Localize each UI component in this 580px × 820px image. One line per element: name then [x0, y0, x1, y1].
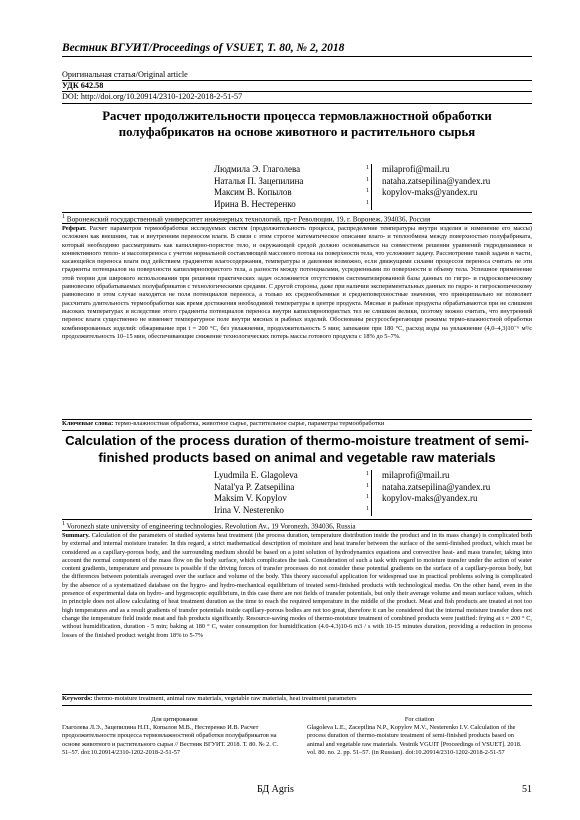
author-name: Lyudmila E. Glagoleva 1: [212, 470, 372, 482]
author-email-link[interactable]: kopylov-maks@yandex.ru: [382, 187, 478, 197]
keywords-en: Keywords: thermo-moisture treatment, animal raw materials, vegetable raw materials, heat treatment parameters: [62, 695, 357, 702]
author-name: Ирина В. Нестеренко 1: [212, 199, 372, 211]
author-row: [212, 505, 532, 517]
author-row: [212, 176, 532, 188]
database-label: БД Agris: [257, 784, 294, 795]
journal-header: Вестник ВГУИТ/Proceedings of VSUET, Т. 80, № 2, 2018: [62, 42, 532, 57]
affiliation-en: $^1$ Voronezh state university of engineering technologies, Revolution Av., 19 Voronezh, 394036, Russia: [62, 521, 356, 531]
abstract-ru: Реферат. Расчет параметров термообработки исследуемых систем (продолжительность процесса, распределение температуры внутри изделия и изменение его массы) осложнен как внешним, так и внутренним переносом влаги. В связи с этим строгое математическое описание влаго- и теплообмена между поверхностью полуфабриката, который необходимо рассматривать как капиллярно-пористое тело, и окружающей средой должно основываться на совместном решении уравнений гидродинамики и конвективного тепло- и массопереноса с учетом нормальной составляющей массового потока на поверхности тела, что усложняет задачу. Рассмотрение такой задачи в части, касающейся переноса влаги под действием градиентов влагосодержания, температуры и давления возможно, если движущими силами процессов переноса считать не эти градиенты потенциалов на поверхности капиллярнопористого тела, а разности между потенциалами, усредненными по поверхности и объему тела. Успешное применение этой теории для широкого использования при решении практических задач осложняется отсутствием систематизированной базы данных по гигро- и гидроскопическому равновесию обрабатываемых полуфабрикатов с технологическими средами. С другой стороны, даже при наличии экспериментальных данных по гидро- и гигроскопическому равновесию в этом случае находятся не поля потенциалов переноса, а только их среднеобъемные и среднеповерхностные значения, что принципиально не позволяет рассчитать длительность термообработки как время достижения необходимой температуры в центре продукта. Мясные и рыбные продукты обрабатываются при не слишком высоких температурах и вследствие этого градиенты потенциалов переноса внутри капиллярнопористых тел не слишком велики, поэтому можно считать, что внутренний перенос влаги существенно не изменяет температурное поле внутри мясных и рыбных изделий. Обоснованы ресурсосберегающие режимы термо-влажностной обработки комбинированных изделий: обжаривание при t = 200 °С, без увлажнения, продолжительность 5 мин; запекание при 180 °С, расход воды на увлажнение (4,0–4,3)10⁻⁶ м³/с продолжительность 10–15 мин, обеспечивающие снижение технологических потерь массы готового продукта с 18% до 5–7%.: [62, 225, 532, 340]
author-row: [212, 482, 532, 494]
authors-en: [212, 470, 532, 516]
author-email-link[interactable]: kopylov-maks@yandex.ru: [382, 493, 478, 503]
author-email-link[interactable]: [372, 505, 382, 517]
author-email-link[interactable]: milaprofi@mail.ru: [382, 164, 450, 174]
author-name: Наталья П. Зацепилина 1: [212, 176, 372, 188]
citation-ru: [62, 716, 287, 757]
divider: [62, 103, 532, 104]
author-name: Людмила Э. Глаголева 1: [212, 164, 372, 176]
author-email-link[interactable]: nataha.zatsepilina@yandex.ru: [382, 175, 491, 186]
citation-text: Glagoleva L.E., Zacepilina N.P., Kopylov M.V., Nesterenko I.V. Calculation of the process duration of thermo-moisture treatment of semi-finished products based on animal and vegetable raw materials. Vestnik VGUIT [Proceedings of VSUET]. 2018. vol. 80. no. 2. pp. 51–57. (in Russian). doi:10.20914/2310-1202-2018-2-51-57: [307, 724, 522, 756]
author-row: [212, 470, 532, 482]
citation-heading: For citation: [404, 716, 435, 723]
author-name: Natal'ya P. Zatsepilina 1: [212, 482, 372, 494]
article-page: [62, 0, 532, 820]
divider: [62, 530, 532, 531]
page-number: 51: [522, 784, 532, 795]
author-row: [212, 187, 532, 199]
title-ru: Расчет продолжительности процесса термовлажностной обработки полуфабрикатов на основе животного и растительного сырья: [102, 109, 492, 139]
doi-link[interactable]: DOI: http://doi.org/10.20914/2310-1202-2018-2-51-57: [62, 92, 243, 101]
author-row: [212, 493, 532, 505]
divider: [62, 430, 532, 431]
divider: [62, 705, 532, 706]
authors-ru: [212, 164, 532, 210]
author-name: Maksim V. Kopylov 1: [212, 493, 372, 505]
affiliation-ru: $^1$ Воронежский государственный университет инженерных технологий, пр-т Революции, 19, г. Воронеж, 394036, Россия: [62, 214, 431, 224]
keywords-ru: Ключевые слова: термо-влажностная обработка, животное сырье, растительное сырье, параметры термообработки: [62, 420, 385, 427]
abstract-en: Summary. Calculation of the parameters of studied systems heat treatment (the process duration, temperature distribution inside the product and in its mass change) is complicated both by external and internal moisture transfer. In this regard, a strict mathematical description of moisture and heat transfer between the surface of the semi-finished product, which must be considered as a capillary-porous body, and the surrounding medium should be based on a joint solution of hydrodynamics equations and convective heat- and mass transfer, taking into account the normal component of the mass flow on the body surface, which complicates the task. Consideration of such a task with regard to moisture transfer under the action of water content gradients, temperature and pressure is possible if the driving forces of transfer processes do not consider these potential gradients on the surface of a capillary-porous body, but the differences between potentials averaged over the surface and volume of the body. This theory successful application for widespread use in practical problems solving is complicated by the absence of a systematized database on the hygro- and hydro-mechanical equilibrium of treated semi-finished products with technological media. On the other hand, even in the presence of experimental data on hydro- and hygroscopic equilibrium, in this case there are not fields of transfer potentials, but only their average volume and mean surface values, which in principle does not allow calculating of heat treatment duration as the time to reach the required temperature in the middle of the product. Meat and fish products are treated at not too high temperatures and as a result gradients of transfer potentials inside capillary-porous bodies are not too great, therefore it can be considered that the internal moisture transfer does not change the temperature field inside meat and fish products significantly. Resource-saving modes of thermo-moisture treatment of combined products were justified: frying at t = 200 ° C, without humidification, duration - 5 min; baking at 180 ° C, water consumption for humidification (4.0-4.3)10-6 m3 / s with 10-15 minutes duration, providing a reduction in process losses of the finished product weight from 18% to 5-7%: [62, 532, 532, 639]
citation-text: Глаголева Л.Э., Зацепилина Н.П., Копылов М.В., Нестеренко И.В. Расчет продолжительности процесса термовлажностной обработки полуфабрикатов на основе животного и растительного сырья // Вестник ВГУИТ. 2018. Т. 80. № 2. С. 51–57. doi:10.20914/2310-1202-2018-2-51-57: [62, 724, 279, 756]
title-en: Calculation of the process duration of thermo-moisture treatment of semi-finished products based on animal and vegetable raw materials: [65, 433, 529, 465]
author-email-link[interactable]: [372, 199, 382, 211]
author-name: Irina V. Nesterenko 1: [212, 505, 372, 517]
author-email-link[interactable]: milaprofi@mail.ru: [382, 470, 450, 480]
article-type: Оригинальная статья/Original article: [62, 70, 188, 79]
author-row: [212, 164, 532, 176]
citation-heading: Для цитирования: [151, 716, 198, 723]
udk-code: УДК 642.58: [62, 81, 104, 90]
citation-en: [307, 716, 532, 757]
divider: [62, 223, 532, 224]
author-email-link[interactable]: nataha.zatsepilina@yandex.ru: [382, 481, 491, 492]
author-name: Максим В. Копылов 1: [212, 187, 372, 199]
author-row: [212, 199, 532, 211]
